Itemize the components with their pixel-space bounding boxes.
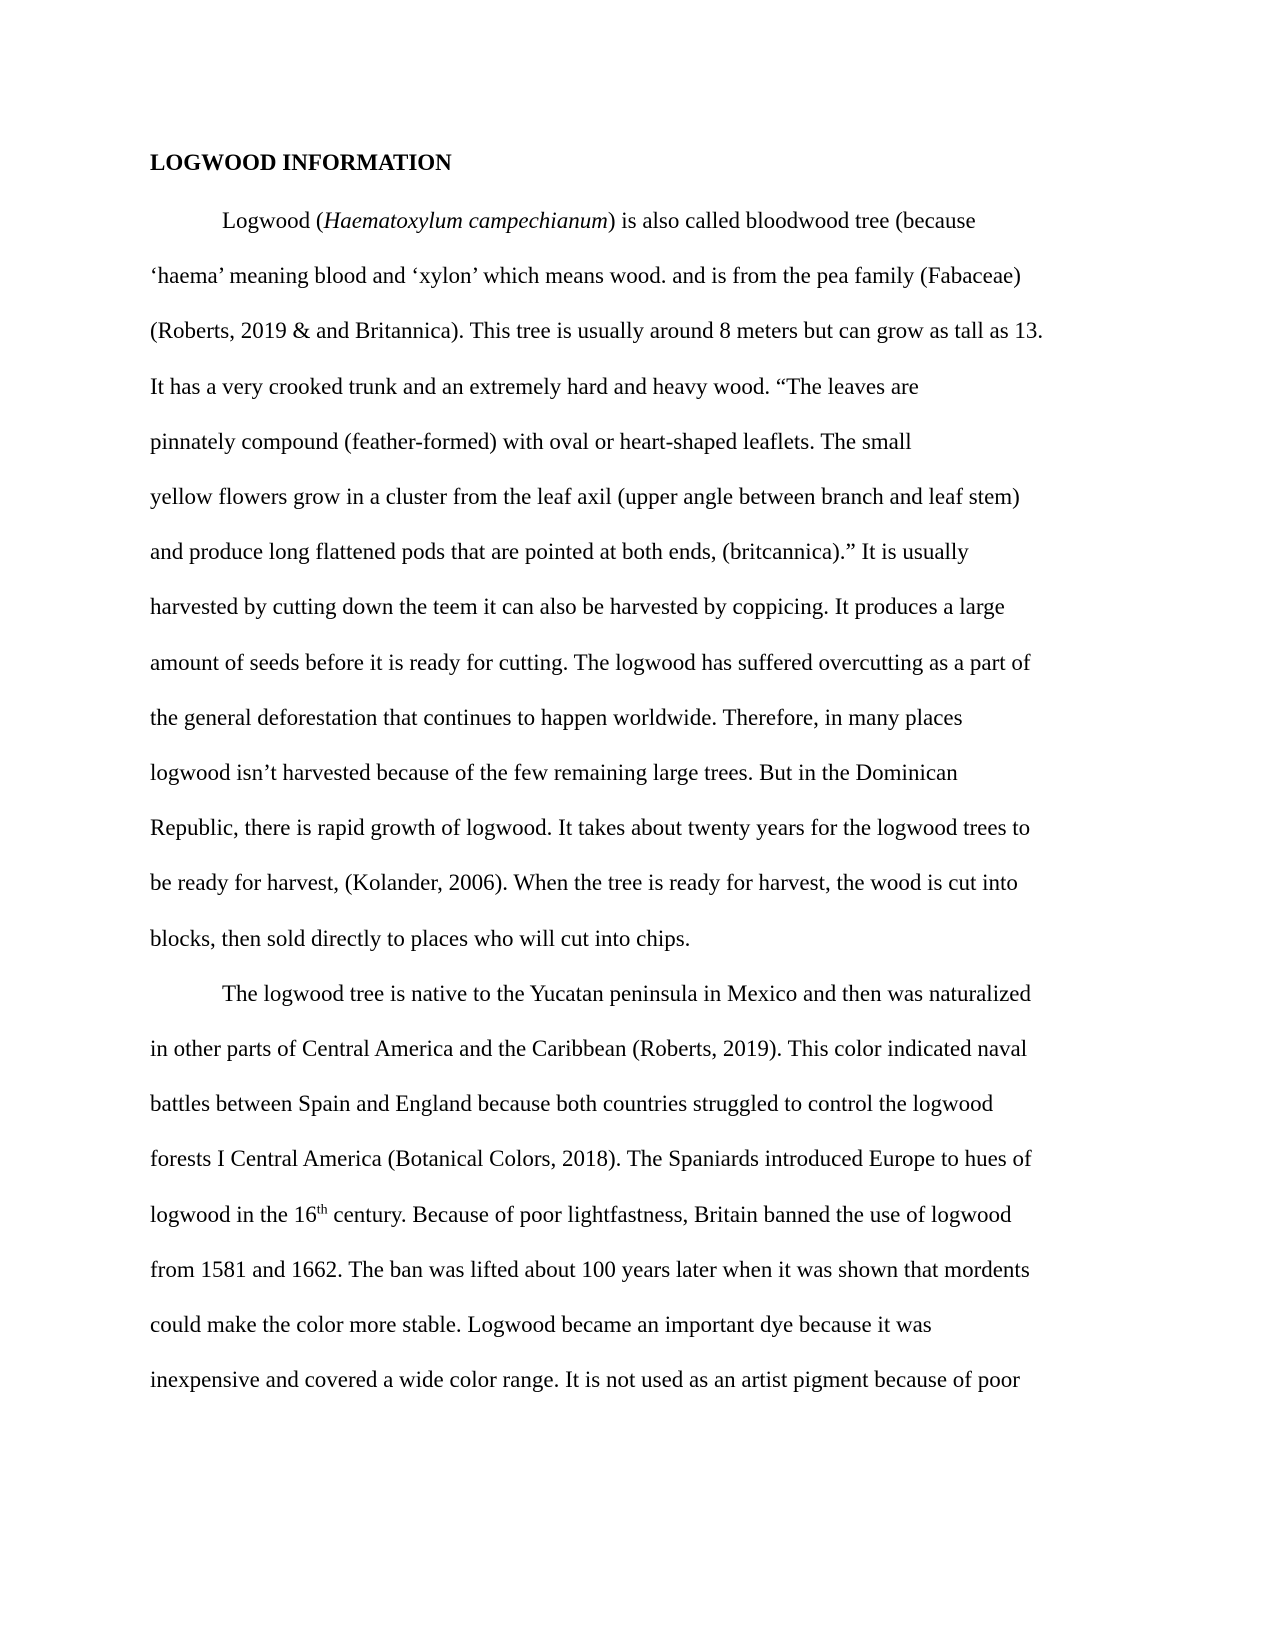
- paragraph-first-line: [222, 209, 976, 232]
- text-line: [150, 871, 1018, 894]
- text-line: [150, 264, 1021, 287]
- text-segment: pinnately compound (feather-formed) with oval or heart-shaped leaflets. The small: [150, 429, 912, 454]
- text-segment: and produce long flattened pods that are pointed at both ends, (britcannica).” It is usually: [150, 539, 969, 564]
- text-line: [150, 1203, 1012, 1226]
- text-line: [150, 761, 958, 784]
- text-line: [150, 485, 1020, 508]
- text-segment: could make the color more stable. Logwood became an important dye because it was: [150, 1312, 932, 1337]
- text-segment: blocks, then sold directly to places who will cut into chips.: [150, 926, 691, 951]
- text-line: [150, 706, 963, 729]
- text-segment: It has a very crooked trunk and an extremely hard and heavy wood. “The leaves are: [150, 374, 919, 399]
- ordinal-suffix: th: [316, 1202, 328, 1218]
- text-line: [150, 1258, 1030, 1281]
- text-line: [150, 1037, 1027, 1060]
- text-line: [150, 1147, 1032, 1170]
- text-segment: (Roberts, 2019 & and Britannica). This tree is usually around 8 meters but can grow as tall as 13.: [150, 318, 1044, 343]
- text-line: [150, 595, 1005, 618]
- text-segment: harvested by cutting down the teem it can also be harvested by coppicing. It produces a large: [150, 594, 1005, 619]
- text-segment: logwood in the 16: [150, 1202, 317, 1227]
- text-segment: inexpensive and covered a wide color range. It is not used as an artist pigment because of poor: [150, 1367, 1020, 1392]
- text-segment: ) is also called bloodwood tree (because: [607, 208, 976, 233]
- text-line: [150, 816, 1030, 839]
- text-segment: logwood isn’t harvested because of the few remaining large trees. But in the Dominican: [150, 760, 958, 785]
- text-line: [150, 319, 1043, 342]
- text-segment: in other parts of Central America and the Caribbean (Roberts, 2019). This color indicated naval: [150, 1036, 1028, 1061]
- text-segment: the general deforestation that continues to happen worldwide. Therefore, in many places: [150, 705, 963, 730]
- text-line: [150, 651, 1031, 674]
- text-segment: battles between Spain and England because both countries struggled to control the logwood: [150, 1091, 994, 1116]
- text-segment: amount of seeds before it is ready for cutting. The logwood has suffered overcutting as a part of: [150, 650, 1031, 675]
- text-line: [150, 927, 690, 950]
- text-segment: be ready for harvest, (Kolander, 2006). When the tree is ready for harvest, the wood is cut into: [150, 870, 1018, 895]
- species-name: Haematoxylum campechianum: [323, 208, 608, 233]
- text-line: [150, 1368, 1020, 1391]
- document-title: LOGWOOD INFORMATION: [150, 150, 452, 175]
- text-line: [150, 430, 912, 453]
- text-segment: century. Because of poor lightfastness, Britain banned the use of logwood: [327, 1202, 1012, 1227]
- text-segment: forests I Central America (Botanical Colors, 2018). The Spaniards introduced Europe to hues of: [150, 1146, 1032, 1171]
- text-segment: Republic, there is rapid growth of logwood. It takes about twenty years for the logwood trees to: [150, 815, 1031, 840]
- text-segment: yellow flowers grow in a cluster from the leaf axil (upper angle between branch and leaf stem): [150, 484, 1020, 509]
- text-segment: Logwood (: [222, 208, 324, 233]
- text-segment: ‘haema’ meaning blood and ‘xylon’ which means wood. and is from the pea family (Fabaceae): [150, 263, 1021, 288]
- text-line: [150, 1313, 932, 1336]
- text-line: [150, 375, 919, 398]
- paragraph-first-line: [222, 982, 1031, 1005]
- text-segment: The logwood tree is native to the Yucatan peninsula in Mexico and then was naturalized: [222, 981, 1032, 1006]
- text-line: [150, 1092, 993, 1115]
- text-segment: from 1581 and 1662. The ban was lifted about 100 years later when it was shown that mordents: [150, 1257, 1030, 1282]
- text-line: [150, 540, 969, 563]
